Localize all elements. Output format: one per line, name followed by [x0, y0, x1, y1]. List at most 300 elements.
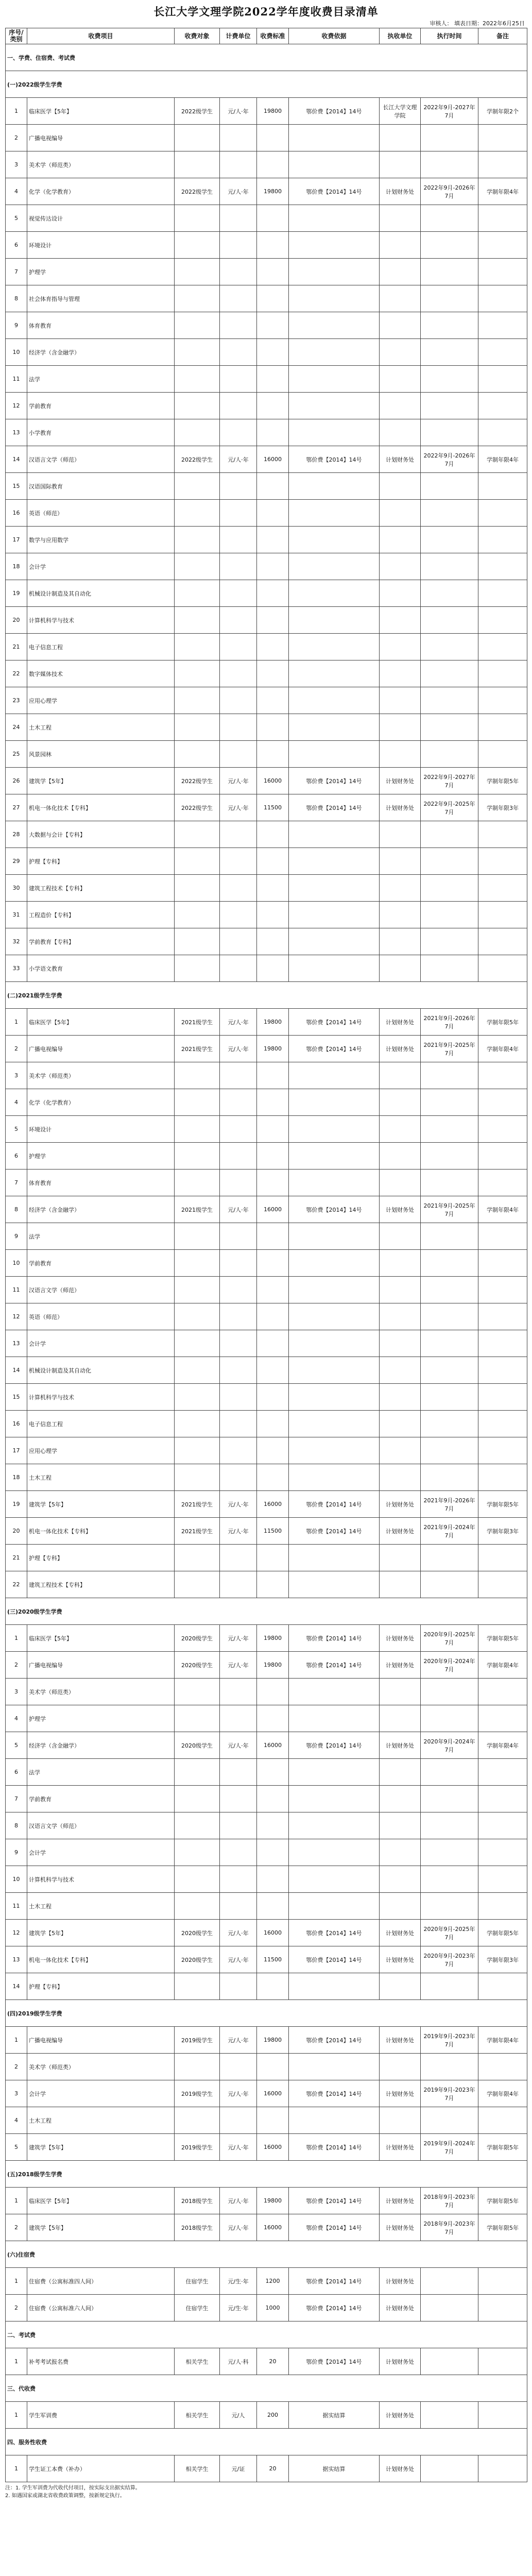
table-cell [220, 607, 257, 634]
table-cell [421, 2402, 478, 2429]
table-cell [257, 1893, 289, 1920]
table-cell [421, 232, 478, 259]
table-cell [478, 1384, 527, 1411]
table-cell [380, 125, 421, 151]
table-cell [380, 1973, 421, 2000]
page-title: 长江大学文理学院2022学年度收费目录清单 [153, 5, 379, 18]
table-cell [380, 1679, 421, 1705]
table-cell: 2019级学生 [175, 2027, 220, 2054]
table-cell: 据实结算 [289, 2455, 380, 2482]
table-cell [220, 1170, 257, 1196]
table-cell: 3 [6, 1679, 27, 1705]
table-row [6, 71, 527, 98]
table-cell: 体育教育 [27, 312, 175, 339]
table-cell [220, 366, 257, 393]
table-cell: 5 [6, 205, 27, 232]
table-row [6, 1411, 527, 1437]
table-row [6, 205, 527, 232]
table-cell [421, 1893, 478, 1920]
table-cell: 鄂价费【2014】14号 [289, 1009, 380, 1036]
table-cell: 护理【专科】 [27, 1973, 175, 2000]
table-cell: 2 [6, 1652, 27, 1679]
table-cell: 4 [6, 1705, 27, 1732]
table-cell: 学前教育【专科】 [27, 928, 175, 955]
table-cell: 学制年限5年 [478, 2188, 527, 2214]
table-cell: 27 [6, 794, 27, 821]
table-cell [220, 473, 257, 500]
table-cell [289, 1866, 380, 1893]
table-cell [175, 1571, 220, 1598]
table-cell [175, 821, 220, 848]
table-cell [478, 1062, 527, 1089]
table-cell [380, 2054, 421, 2080]
table-cell: 美术学（师范类） [27, 151, 175, 178]
table-cell: 2018级学生 [175, 2188, 220, 2214]
table-cell [289, 1464, 380, 1491]
table-cell [257, 125, 289, 151]
table-cell: 广播电视编导 [27, 125, 175, 151]
table-cell [289, 553, 380, 580]
table-cell: 护理学 [27, 1143, 175, 1170]
table-cell [421, 2054, 478, 2080]
table-cell: 11 [6, 1893, 27, 1920]
table-cell: 19800 [257, 1625, 289, 1652]
table-cell [220, 660, 257, 687]
section-heading: (六)住宿费 [6, 2241, 527, 2268]
table-cell: 4 [6, 1089, 27, 1116]
table-cell [421, 714, 478, 741]
header-cell: 收费对象 [175, 28, 220, 44]
table-cell [175, 928, 220, 955]
table-cell [478, 1411, 527, 1437]
table-cell [421, 955, 478, 982]
table-cell [257, 687, 289, 714]
table-row [6, 902, 527, 928]
table-cell: 11500 [257, 794, 289, 821]
table-row [6, 2161, 527, 2188]
table-cell [478, 848, 527, 875]
table-cell [421, 151, 478, 178]
table-cell: 建筑学【5年】 [27, 2214, 175, 2241]
table-cell: 汉语国际教育 [27, 473, 175, 500]
table-cell [175, 1893, 220, 1920]
table-cell [175, 875, 220, 902]
table-cell [175, 714, 220, 741]
table-cell: 2020年9月-2025年7月 [421, 1920, 478, 1946]
table-cell [478, 1116, 527, 1143]
table-cell: 土木工程 [27, 2107, 175, 2134]
table-cell: 学制年限2个 [478, 98, 527, 125]
table-cell [421, 285, 478, 312]
table-cell: 学前教育 [27, 1250, 175, 1277]
table-cell: 补考考试报名费 [27, 2348, 175, 2375]
table-row [6, 1143, 527, 1170]
table-cell [478, 741, 527, 768]
table-cell [478, 1545, 527, 1571]
table-cell [175, 1143, 220, 1170]
table-cell [421, 1089, 478, 1116]
table-cell: 计算机科学与技术 [27, 1866, 175, 1893]
table-cell [478, 1357, 527, 1384]
table-cell: 鄂价费【2014】14号 [289, 768, 380, 794]
table-cell: 鄂价费【2014】14号 [289, 1036, 380, 1062]
table-row [6, 125, 527, 151]
table-row [6, 98, 527, 125]
table-cell: 18 [6, 553, 27, 580]
table-cell [478, 2268, 527, 2295]
table-cell [478, 259, 527, 285]
table-cell: 2020年9月-2023年7月 [421, 1946, 478, 1973]
table-cell [380, 366, 421, 393]
table-cell: 16000 [257, 2080, 289, 2107]
table-cell [257, 527, 289, 553]
table-cell [421, 1223, 478, 1250]
table-cell: 15 [6, 473, 27, 500]
table-cell [257, 285, 289, 312]
table-row [6, 1009, 527, 1036]
table-cell: 19 [6, 580, 27, 607]
table-cell: 2022级学生 [175, 446, 220, 473]
table-cell: 鄂价费【2014】14号 [289, 1652, 380, 1679]
table-cell [478, 1812, 527, 1839]
table-cell: 2022年9月-2026年7月 [421, 446, 478, 473]
table-cell: 计划财务处 [380, 178, 421, 205]
table-cell [257, 1679, 289, 1705]
table-cell: 2022级学生 [175, 98, 220, 125]
table-cell [380, 821, 421, 848]
table-cell [289, 1839, 380, 1866]
table-cell [220, 527, 257, 553]
table-cell [421, 1705, 478, 1732]
table-cell [175, 125, 220, 151]
table-cell: 元/人·年 [220, 2188, 257, 2214]
table-cell: 会计学 [27, 1330, 175, 1357]
table-cell: 环境设计 [27, 1116, 175, 1143]
table-cell: 1 [6, 2402, 27, 2429]
table-cell: 16000 [257, 1920, 289, 1946]
table-cell: 9 [6, 1223, 27, 1250]
table-cell [257, 1973, 289, 2000]
table-cell [175, 527, 220, 553]
table-row [6, 1277, 527, 1303]
table-cell [380, 259, 421, 285]
table-cell: 学制年限5年 [478, 1009, 527, 1036]
table-cell [257, 1062, 289, 1089]
table-cell [289, 151, 380, 178]
table-cell: 小学教育 [27, 419, 175, 446]
table-row [6, 687, 527, 714]
table-cell [220, 1223, 257, 1250]
table-cell: 计划财务处 [380, 1009, 421, 1036]
table-cell [478, 2295, 527, 2321]
table-cell: 汉语言文学（师范） [27, 446, 175, 473]
table-cell: 14 [6, 1357, 27, 1384]
table-cell: 鄂价费【2014】14号 [289, 1196, 380, 1223]
table-cell [289, 580, 380, 607]
table-cell [380, 875, 421, 902]
table-cell: 200 [257, 2402, 289, 2429]
table-row [6, 848, 527, 875]
table-cell [220, 1973, 257, 2000]
table-cell [175, 660, 220, 687]
table-cell [175, 285, 220, 312]
table-cell: 护理【专科】 [27, 848, 175, 875]
table-cell: 元/证 [220, 2455, 257, 2482]
table-cell [175, 232, 220, 259]
table-row [6, 1812, 527, 1839]
table-cell [421, 473, 478, 500]
table-cell: 建筑学【5年】 [27, 1491, 175, 1518]
table-cell [478, 955, 527, 982]
table-cell [289, 1411, 380, 1437]
table-cell [478, 1170, 527, 1196]
table-cell [289, 473, 380, 500]
table-cell [289, 1437, 380, 1464]
table-cell: 2021年9月-2025年7月 [421, 1196, 478, 1223]
table-cell [175, 1170, 220, 1196]
table-cell: 经济学（含金融学） [27, 339, 175, 366]
table-cell: 20 [6, 607, 27, 634]
table-cell: 2019级学生 [175, 2080, 220, 2107]
table-cell [421, 2268, 478, 2295]
table-cell [380, 1545, 421, 1571]
table-cell [478, 1250, 527, 1277]
table-row [6, 446, 527, 473]
table-cell [289, 1384, 380, 1411]
table-cell: 19800 [257, 2027, 289, 2054]
table-cell: 18 [6, 1464, 27, 1491]
table-cell: 英语（师范） [27, 500, 175, 527]
table-cell [220, 500, 257, 527]
table-cell: 会计学 [27, 2080, 175, 2107]
table-cell: 元/人·年 [220, 178, 257, 205]
table-cell: 临床医学【5年】 [27, 1009, 175, 1036]
table-cell: 计划财务处 [380, 446, 421, 473]
table-cell [220, 1839, 257, 1866]
section-heading: 一、学费、住宿费、考试费 [6, 44, 527, 71]
table-row [6, 1223, 527, 1250]
table-cell [289, 1250, 380, 1277]
table-cell [220, 1866, 257, 1893]
table-cell [380, 1571, 421, 1598]
table-cell [478, 1839, 527, 1866]
table-cell: 广播电视编导 [27, 1652, 175, 1679]
table-cell: 5 [6, 1116, 27, 1143]
table-cell: 计划财务处 [380, 1491, 421, 1518]
table-cell [175, 1679, 220, 1705]
table-cell: 住宿学生 [175, 2268, 220, 2295]
table-cell [478, 2107, 527, 2134]
table-cell [175, 580, 220, 607]
table-cell: 2021年9月-2024年7月 [421, 1518, 478, 1545]
table-cell [220, 1357, 257, 1384]
table-cell: 4 [6, 2107, 27, 2134]
table-cell [175, 1437, 220, 1464]
table-cell: 计划财务处 [380, 1652, 421, 1679]
table-cell [289, 607, 380, 634]
table-cell: 学制年限4年 [478, 1196, 527, 1223]
table-cell: 元/人·年 [220, 794, 257, 821]
table-cell [175, 848, 220, 875]
table-cell [421, 928, 478, 955]
table-cell: 22 [6, 660, 27, 687]
table-cell: 鄂价费【2014】14号 [289, 2214, 380, 2241]
table-cell [478, 902, 527, 928]
table-cell: 美术学（师范类） [27, 1062, 175, 1089]
table-cell [175, 687, 220, 714]
table-cell [380, 500, 421, 527]
table-cell: 16000 [257, 2214, 289, 2241]
table-cell [421, 607, 478, 634]
table-cell: 16 [6, 500, 27, 527]
table-cell [175, 259, 220, 285]
table-cell [478, 580, 527, 607]
footnote-line: 2. 如遇国家或湖北省收费政策调整，按新规定执行。 [5, 2493, 125, 2499]
table-cell: 元/生·年 [220, 2268, 257, 2295]
table-cell [175, 1839, 220, 1866]
table-row [6, 1170, 527, 1196]
table-cell: 鄂价费【2014】14号 [289, 1946, 380, 1973]
table-cell [289, 232, 380, 259]
table-cell [478, 553, 527, 580]
table-cell [380, 1250, 421, 1277]
table-cell [380, 1357, 421, 1384]
table-cell: 学制年限4年 [478, 2027, 527, 2054]
table-cell: 16000 [257, 768, 289, 794]
table-cell [257, 393, 289, 419]
table-cell [478, 1277, 527, 1303]
table-cell: 美术学（师范类） [27, 1679, 175, 1705]
table-cell [257, 634, 289, 660]
table-cell [257, 1330, 289, 1357]
table-cell [257, 205, 289, 232]
table-row [6, 821, 527, 848]
table-cell [175, 1250, 220, 1277]
table-cell: 19800 [257, 1036, 289, 1062]
table-cell: 鄂价费【2014】14号 [289, 2134, 380, 2161]
table-cell: 22 [6, 1571, 27, 1598]
table-cell [421, 1571, 478, 1598]
table-row [6, 982, 527, 1009]
table-cell: 2018年9月-2023年7月 [421, 2214, 478, 2241]
table-cell: 计划财务处 [380, 1625, 421, 1652]
table-cell [175, 1973, 220, 2000]
table-row [6, 2268, 527, 2295]
table-cell: 视觉传达设计 [27, 205, 175, 232]
table-cell [257, 660, 289, 687]
table-cell: 19 [6, 1491, 27, 1518]
table-cell [220, 1330, 257, 1357]
table-cell: 美术学（师范类） [27, 2054, 175, 2080]
table-cell: 会计学 [27, 1839, 175, 1866]
table-cell [257, 232, 289, 259]
table-cell: 1 [6, 1009, 27, 1036]
table-cell: 2022级学生 [175, 178, 220, 205]
table-cell: 会计学 [27, 553, 175, 580]
table-cell: 电子信息工程 [27, 1411, 175, 1437]
table-cell [257, 553, 289, 580]
table-cell [220, 1384, 257, 1411]
table-row [6, 1973, 527, 2000]
table-cell [257, 1250, 289, 1277]
table-row [6, 2295, 527, 2321]
table-cell: 相关学生 [175, 2348, 220, 2375]
table-cell: 11 [6, 1277, 27, 1303]
table-cell: 2 [6, 2054, 27, 2080]
table-cell [175, 553, 220, 580]
table-cell [220, 1545, 257, 1571]
table-body [6, 44, 527, 2482]
table-cell [175, 1866, 220, 1893]
section-heading: (四)2019级学生学费 [6, 2000, 527, 2027]
table-cell: 土木工程 [27, 714, 175, 741]
table-cell [220, 1786, 257, 1812]
table-cell [421, 205, 478, 232]
table-cell [175, 473, 220, 500]
table-cell [380, 1839, 421, 1866]
table-cell: 3 [6, 2080, 27, 2107]
table-cell [421, 1143, 478, 1170]
table-row [6, 2134, 527, 2161]
table-cell [289, 1786, 380, 1812]
table-cell [478, 1437, 527, 1464]
table-cell: 机电一体化技术【专科】 [27, 1518, 175, 1545]
table-cell: 据实结算 [289, 2402, 380, 2429]
table-cell [175, 1464, 220, 1491]
table-cell: 学制年限5年 [478, 2134, 527, 2161]
table-cell [257, 1303, 289, 1330]
table-row [6, 928, 527, 955]
table-cell [421, 1116, 478, 1143]
table-cell: 学制年限3年 [478, 1518, 527, 1545]
table-row [6, 1598, 527, 1625]
table-cell [257, 1545, 289, 1571]
table-cell: 相关学生 [175, 2455, 220, 2482]
table-cell: 计算机科学与技术 [27, 1384, 175, 1411]
table-cell: 元/人·年 [220, 2080, 257, 2107]
table-cell: 25 [6, 741, 27, 768]
table-cell [257, 1357, 289, 1384]
table-cell [257, 1786, 289, 1812]
table-cell [289, 393, 380, 419]
table-cell [257, 1116, 289, 1143]
table-cell [220, 285, 257, 312]
table-cell: 护理学 [27, 259, 175, 285]
table-cell [289, 1277, 380, 1303]
table-cell: 33 [6, 955, 27, 982]
table-row [6, 2321, 527, 2348]
table-cell [380, 527, 421, 553]
table-cell [478, 1330, 527, 1357]
table-cell: 2019年9月-2024年7月 [421, 2134, 478, 2161]
table-row [6, 1437, 527, 1464]
table-cell [289, 1089, 380, 1116]
table-cell: 26 [6, 768, 27, 794]
table-cell [257, 714, 289, 741]
table-cell [478, 500, 527, 527]
table-cell: 19800 [257, 178, 289, 205]
table-cell [220, 1411, 257, 1437]
table-cell [175, 419, 220, 446]
table-cell [380, 848, 421, 875]
table-cell: 1 [6, 2268, 27, 2295]
table-row [6, 1839, 527, 1866]
table-cell: 鄂价费【2014】14号 [289, 178, 380, 205]
table-cell: 英语（师范） [27, 1303, 175, 1330]
table-cell [289, 741, 380, 768]
table-cell: 鄂价费【2014】14号 [289, 1732, 380, 1759]
table-cell: 法学 [27, 1223, 175, 1250]
